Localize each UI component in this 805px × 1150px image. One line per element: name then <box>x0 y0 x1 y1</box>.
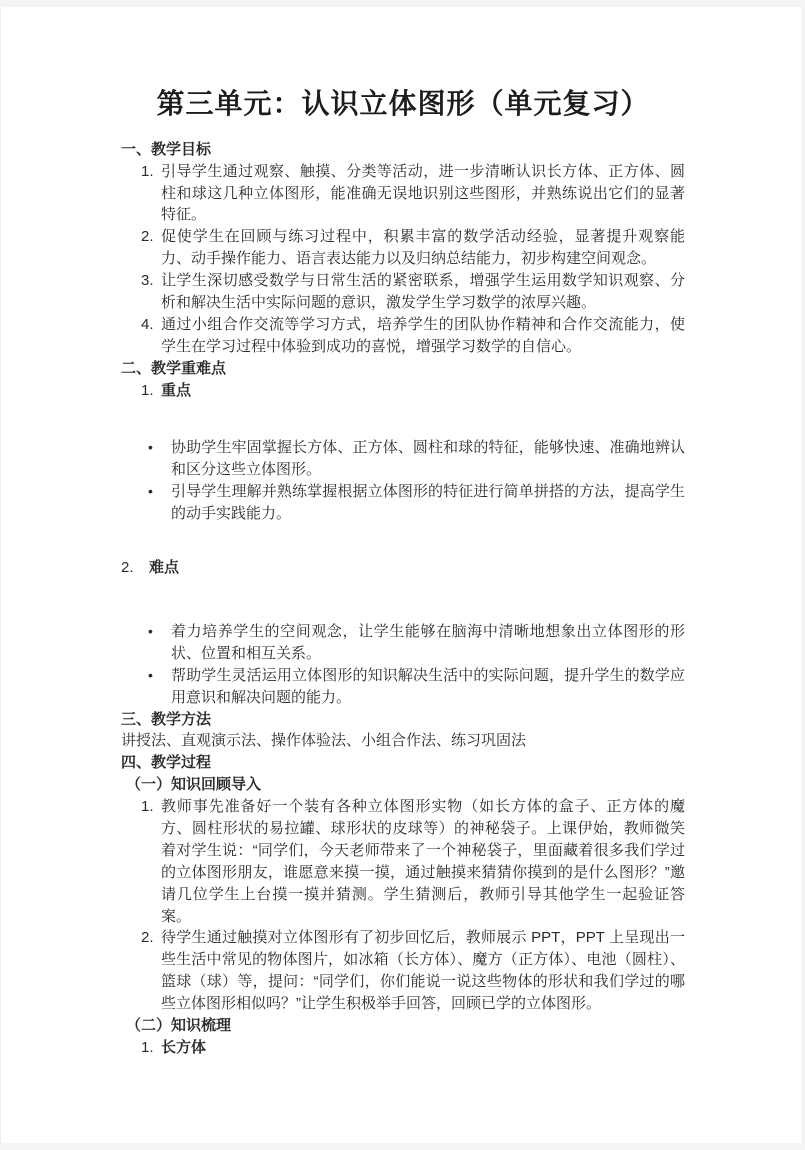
document-page <box>0 7 803 1143</box>
methods-body-text: 讲授法、直观演示法、操作体验法、小组合作法、练习巩固法 <box>121 732 527 750</box>
list-item-text: 让学生深切感受数学与日常生活的紧密联系，增强学生运用数学知识观察、分析和解决生活中实际问题的意识，激发学生学习数学的浓厚兴趣。 <box>161 272 685 312</box>
document-title: 第三单元：认识立体图形（单元复习） <box>156 88 650 119</box>
list-item-label: 长方体 <box>161 1038 207 1056</box>
list-item-goal-2 <box>141 226 685 270</box>
bullet-icon: • <box>148 666 153 683</box>
list-item-label: 难点 <box>149 559 180 577</box>
bullet-icon: • <box>148 483 153 500</box>
spacer <box>121 525 685 557</box>
subsection-heading-review: （二）知识梳理 <box>126 1016 232 1034</box>
list-item-number: 1. <box>141 798 154 816</box>
bullet-item-text: 协助学生牢固掌握长方体、正方体、圆柱和球的特征，能够快速、准确地辨认和区分这些立体图形。 <box>171 439 685 479</box>
bullet-item-text: 引导学生理解并熟练掌握根据立体图形的特征进行简单拼搭的方法，提高学生的动手实践能力。 <box>171 483 685 523</box>
list-item-difficulty <box>121 557 685 579</box>
section-heading-process: 四、教学过程 <box>121 754 212 772</box>
list-item-text: 教师事先准备好一个装有各种立体图形实物（如长方体的盒子、正方体的魔方、圆柱形状的易拉罐、球形状的皮球等）的神秘袋子。上课伊始，教师微笑着对学生说：“同学们，今天老师带来了一个神秘袋子，里面藏着很多我们学过的立体图形朋友，谁愿意来摸一摸，通过触摸来猜猜你摸到的是什么图形？”邀请几位学生上台摸一摸并猜测。学生猜测后，教师引导其他学生一起验证答案。 <box>161 798 685 925</box>
list-item-number: 4. <box>141 315 154 333</box>
list-item-goal-1 <box>141 161 685 227</box>
list-item-focus <box>141 380 685 402</box>
list-item-number: 3. <box>141 272 154 290</box>
list-item-text: 通过小组合作交流等学习方式，培养学生的团队协作精神和合作交流能力，使学生在学习过程中体验到成功的喜悦，增强学习数学的自信心。 <box>161 315 685 355</box>
list-item-number: 2. <box>121 559 134 577</box>
bullet-item-text: 帮助学生灵活运用立体图形的知识解决生活中的实际问题，提升学生的数学应用意识和解决问题的能力。 <box>171 666 685 706</box>
bullet-item-difficulty-2 <box>148 665 685 709</box>
bullet-item-difficulty-1 <box>148 621 685 665</box>
list-item-label: 重点 <box>161 381 192 399</box>
list-item-goal-3 <box>141 270 685 314</box>
bullet-item-text: 着力培养学生的空间观念，让学生能够在脑海中清晰地想象出立体图形的形状、位置和相互关系。 <box>171 622 685 662</box>
bullet-icon: • <box>148 622 153 639</box>
list-item-number: 1. <box>141 162 154 180</box>
list-item-text: 促使学生在回顾与练习过程中，积累丰富的数学活动经验，显著提升观察能力、动手操作能力、语言表达能力以及归纳总结能力，初步构建空间观念。 <box>161 228 685 268</box>
list-item-text: 引导学生通过观察、触摸、分类等活动，进一步清晰认识长方体、正方体、圆柱和球这几种立体图形，能准确无误地识别这些图形，并熟练说出它们的显著特征。 <box>161 162 685 224</box>
list-item-goal-4 <box>141 314 685 358</box>
section-heading-key-points: 二、教学重难点 <box>121 359 227 377</box>
spacer <box>121 579 685 621</box>
document-content <box>1 7 802 1059</box>
list-item-number: 2. <box>141 228 154 246</box>
subsection-heading-intro: （一）知识回顾导入 <box>126 776 262 794</box>
list-item-number: 2. <box>141 929 154 947</box>
list-item-intro-1 <box>141 796 685 927</box>
spacer <box>121 401 685 437</box>
bullet-item-focus-2 <box>148 481 685 525</box>
section-heading-goals: 一、教学目标 <box>121 140 212 158</box>
section-heading-methods: 三、教学方法 <box>121 710 212 728</box>
list-item-review-1 <box>141 1037 685 1059</box>
bullet-item-focus-1 <box>148 437 685 481</box>
list-item-number: 1. <box>141 1038 154 1056</box>
list-item-intro-2 <box>141 927 685 1015</box>
list-item-number: 1. <box>141 381 154 399</box>
bullet-icon: • <box>148 439 153 456</box>
list-item-text: 待学生通过触摸对立体图形有了初步回忆后，教师展示 PPT，PPT 上呈现出一些生活中常见的物体图片，如冰箱（长方体）、魔方（正方体）、电池（圆柱）、篮球（球）等，提问：“同学们，你们能说一说这些物体的形状和我们学过的哪些立体图形相似吗？”让学生积极举手回答，回顾已学的立体图形。 <box>161 929 685 1013</box>
